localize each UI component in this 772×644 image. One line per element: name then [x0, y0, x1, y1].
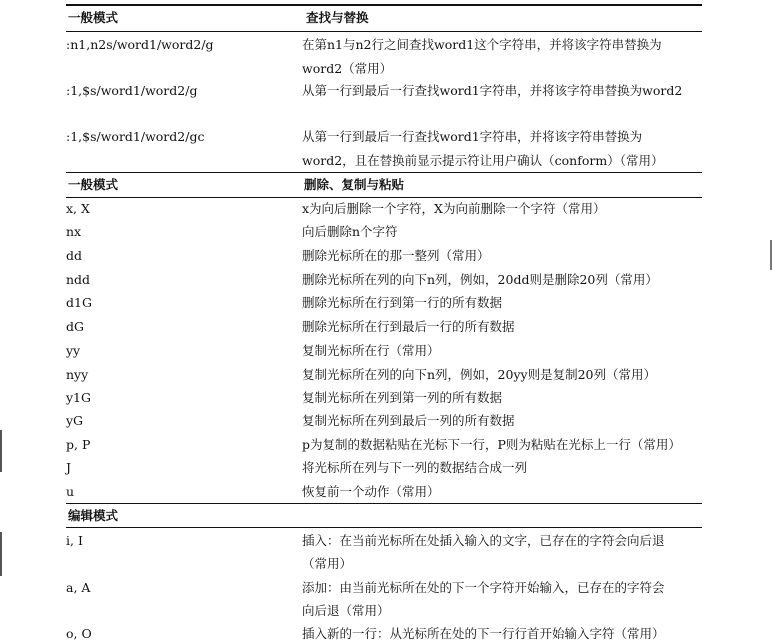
description-line: 将光标所在列与下一列的数据结合成一列: [302, 460, 528, 475]
section-header-mode: 一般模式: [68, 10, 119, 25]
description-line: 复制光标所在列到第一列的所有数据: [302, 390, 503, 405]
command-cell: nyy: [66, 367, 89, 382]
description-line: word2（常用）: [302, 61, 393, 76]
table-rule: [66, 503, 702, 504]
description-line: 复制光标所在列到最后一列的所有数据: [302, 413, 515, 428]
command-cell: yy: [66, 343, 81, 358]
command-cell: :n1,n2s/word1/word2/g: [66, 37, 214, 52]
command-cell: J: [66, 460, 72, 475]
table-rule: [66, 31, 702, 32]
description-line: 在第n1与n2行之间查找word1这个字符串，并将该字符串替换为: [302, 37, 662, 52]
command-cell: yG: [66, 413, 84, 428]
description-line: （常用）: [302, 556, 353, 571]
description-line: 删除光标所在的那一整列（常用）: [302, 248, 490, 263]
description-line: p为复制的数据粘贴在光标下一行，P则为粘贴在光标上一行（常用）: [302, 437, 681, 452]
description-line: 恢复前一个动作（常用）: [302, 484, 440, 499]
command-cell: y1G: [66, 390, 91, 405]
description-line: 删除光标所在列的向下n列，例如，20dd则是删除20列（常用）: [302, 272, 658, 287]
scan-edge-mark: [0, 532, 2, 576]
description-line: 向后退（常用）: [302, 603, 390, 618]
description-line: 向后删除n个字符: [302, 224, 398, 239]
command-cell: nx: [66, 224, 82, 239]
table-rule: [66, 527, 702, 528]
command-cell: u: [66, 484, 75, 499]
description-line: 从第一行到最后一行查找word1字符串，并将该字符串替换为word2: [302, 83, 683, 98]
description-line: word2，且在替换前显示提示符让用户确认（conform）（常用）: [302, 153, 664, 168]
table-rule: [66, 4, 702, 6]
command-cell: dd: [66, 248, 83, 263]
description-line: 插入新的一行：从光标所在处的下一行行首开始输入字符（常用）: [302, 626, 665, 641]
command-cell: :1,$s/word1/word2/gc: [66, 129, 205, 144]
command-cell: a, A: [66, 580, 91, 595]
section-header-mode: 一般模式: [68, 177, 119, 192]
description-line: x为向后删除一个字符，X为向前删除一个字符（常用）: [302, 201, 606, 216]
section-header-topic: 查找与替换: [306, 10, 369, 25]
description-line: 添加：由当前光标所在处的下一个字符开始输入，已存在的字符会: [302, 580, 665, 595]
command-cell: i, I: [66, 533, 83, 548]
command-cell: dG: [66, 319, 84, 334]
description-line: 插入：在当前光标所在处插入输入的文字，已存在的字符会向后退: [302, 533, 665, 548]
table-rule: [66, 172, 702, 173]
command-cell: p, P: [66, 437, 91, 452]
command-cell: x, X: [66, 201, 90, 216]
description-line: 复制光标所在行（常用）: [302, 343, 440, 358]
section-header-topic: 删除、复制与粘贴: [304, 177, 405, 192]
command-cell: d1G: [66, 295, 92, 310]
description-line: 删除光标所在行到最后一行的所有数据: [302, 319, 515, 334]
description-line: 删除光标所在行到第一行的所有数据: [302, 295, 503, 310]
table-rule: [66, 197, 702, 198]
command-cell: :1,$s/word1/word2/g: [66, 83, 198, 98]
section-header-mode: 编辑模式: [68, 508, 119, 523]
command-cell: ndd: [66, 272, 91, 287]
description-line: 从第一行到最后一行查找word1字符串，并将该字符串替换为: [302, 129, 643, 144]
description-line: 复制光标所在列的向下n列，例如，20yy则是复制20列（常用）: [302, 367, 656, 382]
command-cell: o, O: [66, 626, 92, 641]
scan-edge-mark: [0, 430, 2, 472]
